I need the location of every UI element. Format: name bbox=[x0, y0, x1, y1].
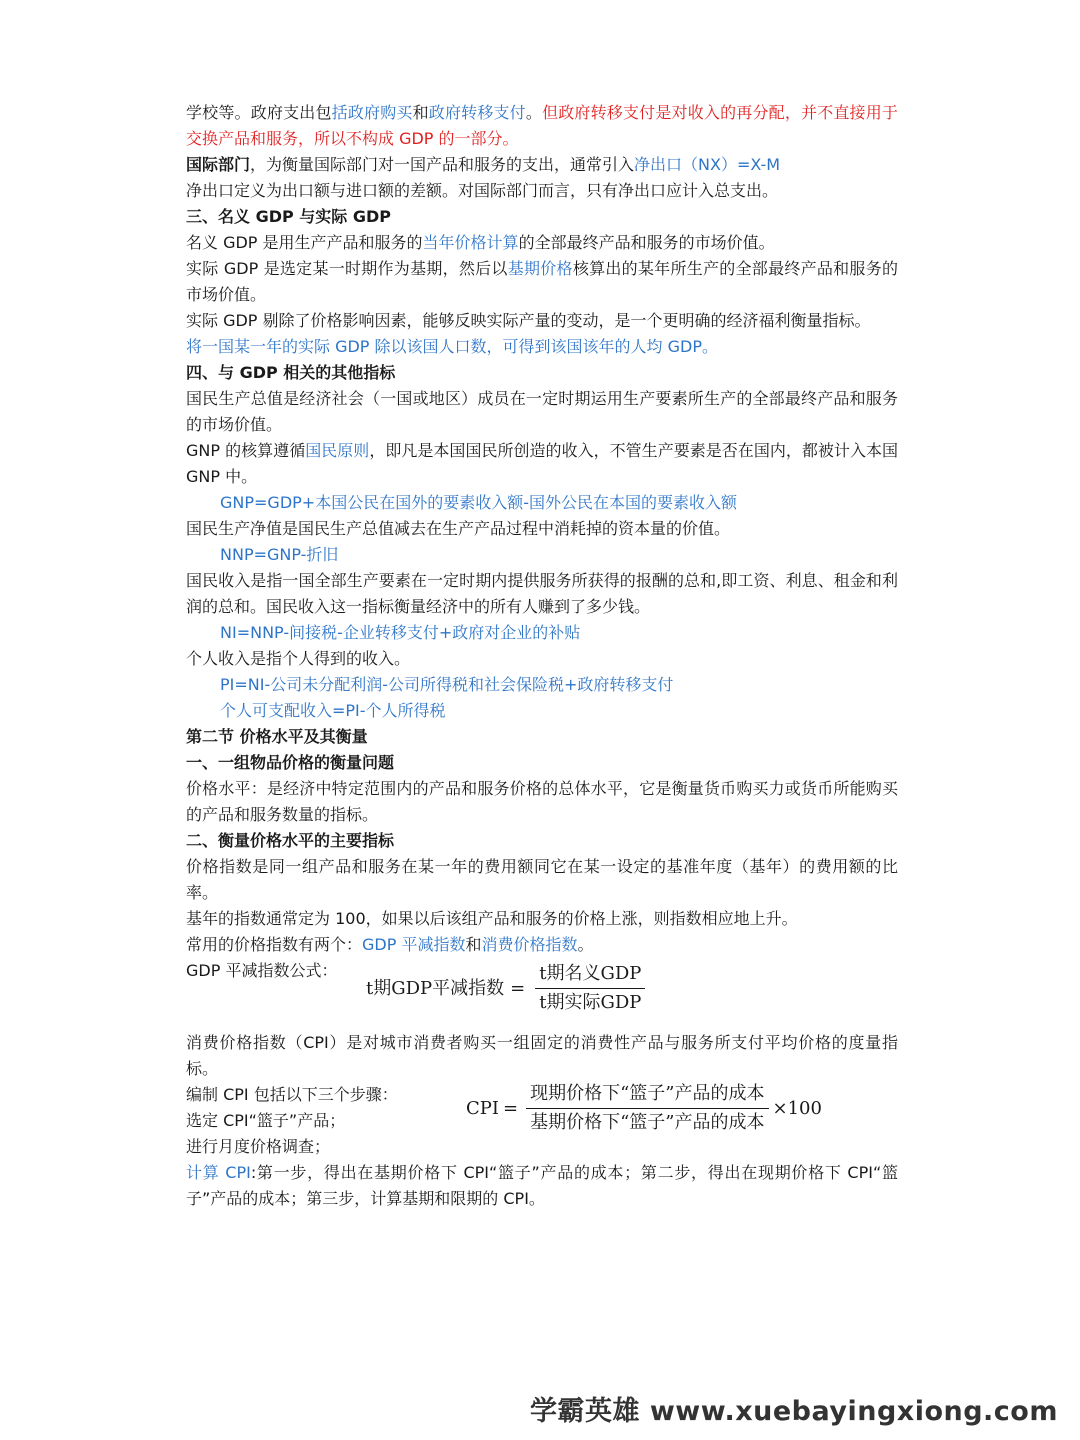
cpi-lhs: CPI bbox=[466, 1097, 499, 1119]
paragraph-gnp-definition: 国民生产总值是经济社会（一国或地区）成员在一定时期运用生产要素所生产的全部最终产品和服务的市场价值。 bbox=[186, 389, 898, 434]
heading-price-measure-problem: 一、一组物品价格的衡量问题 bbox=[186, 753, 395, 772]
cpi-multiplier: ×100 bbox=[772, 1097, 822, 1119]
deflator-lhs: t期GDP平减指数 bbox=[366, 977, 505, 999]
paragraph-net-exports-definition: 净出口定义为出口额与进口额的差额。对国际部门而言，只有净出口应计入总支出。 bbox=[186, 181, 779, 200]
term-national-principle: 国民原则 bbox=[305, 441, 370, 460]
cpi-step-price-survey: 进行月度价格调查； bbox=[186, 1137, 331, 1156]
deflator-numerator: t期名义GDP bbox=[535, 962, 645, 989]
paragraph-real-gdp: 实际 GDP 是选定某一时期作为基期，然后以基期价格核算出的某年所生产的全部最终产品和服务的市场价值。 bbox=[186, 259, 898, 304]
heading-other-indicators: 四、与 GDP 相关的其他指标 bbox=[186, 363, 396, 382]
paragraph-gnp-principle: GNP 的核算遵循国民原则，即凡是本国国民所创造的收入，不管生产要素是否在国内，都被计入本国 GNP 中。 bbox=[186, 441, 898, 486]
cpi-formula bbox=[466, 1082, 822, 1135]
site-watermark: 学霸英雄 www.xuebayingxiong.com bbox=[529, 1396, 1058, 1427]
heading-nominal-real-gdp: 三、名义 GDP 与实际 GDP bbox=[186, 207, 391, 226]
paragraph-cpi-definition: 消费价格指数（CPI）是对城市消费者购买一组固定的消费性产品与服务所支付平均价格的度量指标。 bbox=[186, 1033, 898, 1078]
paragraph-real-gdp-welfare: 实际 GDP 剔除了价格影响因素，能够反映实际产量的变动，是一个更明确的经济福利衡量指标。 bbox=[186, 311, 871, 330]
heading-section-two: 第二节 价格水平及其衡量 bbox=[186, 727, 368, 746]
paragraph-per-capita-gdp: 将一国某一年的实际 GDP 除以该国人口数，可得到该国该年的人均 GDP。 bbox=[186, 337, 718, 356]
cpi-denominator: 基期价格下“篮子”产品的成本 bbox=[530, 1112, 765, 1133]
paragraph-personal-income: 个人收入是指个人得到的收入。 bbox=[186, 649, 411, 668]
cpi-numerator: 现期价格下“篮子”产品的成本 bbox=[526, 1082, 768, 1109]
term-base-prices: 基期价格 bbox=[507, 259, 573, 278]
formula-pi: PI=NI-公司未分配利润-公司所得税和社会保险税+政府转移支付 bbox=[220, 675, 674, 694]
paragraph-national-income: 国民收入是指一国全部生产要素在一定时期内提供服务所获得的报酬的总和,即工资、利息、租金和利润的总和。国民收入这一指标衡量经济中的所有人赚到了多少钱。 bbox=[186, 571, 898, 616]
cpi-steps-block bbox=[186, 1082, 898, 1186]
paragraph-price-index: 价格指数是同一组产品和服务在某一年的费用额同它在某一设定的基准年度（基年）的费用额的比率。 bbox=[186, 857, 898, 902]
deflator-denominator: t期实际GDP bbox=[539, 992, 642, 1013]
deflator-fraction bbox=[535, 962, 645, 1015]
cpi-steps-intro: 编制 CPI 包括以下三个步骤： bbox=[186, 1085, 398, 1104]
paragraph-nnp-definition: 国民生产净值是国民生产总值减去在生产产品过程中消耗掉的资本量的价值。 bbox=[186, 519, 731, 538]
formula-disposable-income: 个人可支配收入=PI-个人所得税 bbox=[220, 701, 446, 720]
cpi-equals: = bbox=[503, 1097, 519, 1119]
highlight-transfer-note: 但政府转移支付是对收入的再分配，并不直接用于交换产品和服务，所以不构成 GDP 的一部分。 bbox=[186, 103, 898, 148]
paragraph-nominal-gdp: 名义 GDP 是用生产产品和服务的当年价格计算的全部最终产品和服务的市场价值。 bbox=[186, 233, 775, 252]
formula-gnp: GNP=GDP+本国公民在国外的要素收入额-国外公民在本国的要素收入额 bbox=[220, 493, 737, 512]
gdp-deflator-formula-row bbox=[186, 958, 898, 1022]
cpi-steps-list bbox=[186, 1082, 398, 1160]
term-transfer-payment: 政府转移支付 bbox=[428, 103, 526, 122]
formula-ni: NI=NNP-间接税-企业转移支付+政府对企业的补贴 bbox=[220, 623, 581, 642]
gdp-deflator-formula bbox=[366, 962, 649, 1015]
term-net-exports: 净出口（NX）=X-M bbox=[634, 155, 781, 174]
document-body bbox=[186, 100, 898, 1212]
paragraph-cpi-calculation: 计算 CPI:第一步，得出在基期价格下 CPI“篮子”产品的成本；第二步，得出在现期价格下 CPI“篮子”产品的成本；第三步，计算基期和限期的 CPI。 bbox=[186, 1163, 898, 1208]
term-calc-cpi: 计算 CPI bbox=[186, 1163, 251, 1182]
paragraph-government-spending: 学校等。政府支出包括政府购买和政府转移支付。但政府转移支付是对收入的再分配，并不直接用于交换产品和服务，所以不构成 GDP 的一部分。 bbox=[186, 103, 898, 148]
gdp-deflator-label: GDP 平减指数公式： bbox=[186, 961, 338, 980]
term-cpi: 消费价格指数 bbox=[481, 935, 578, 954]
term-gdp-deflator: GDP 平减指数 bbox=[362, 935, 466, 954]
cpi-step-select-basket: 选定 CPI“篮子”产品； bbox=[186, 1111, 346, 1130]
cpi-fraction bbox=[526, 1082, 768, 1135]
term-government-purchase: 括政府购买 bbox=[331, 103, 413, 122]
heading-main-price-indicators: 二、衡量价格水平的主要指标 bbox=[186, 831, 395, 850]
paragraph-common-indices: 常用的价格指数有两个：GDP 平减指数和消费价格指数。 bbox=[186, 935, 594, 954]
deflator-equals: = bbox=[510, 977, 526, 999]
term-current-prices: 当年价格计算 bbox=[422, 233, 519, 252]
paragraph-international-sector: 国际部门，为衡量国际部门对一国产品和服务的支出，通常引入净出口（NX）=X-M bbox=[186, 155, 781, 174]
paragraph-base-year-index: 基年的指数通常定为 100，如果以后该组产品和服务的价格上涨，则指数相应地上升。 bbox=[186, 909, 798, 928]
formula-nnp: NNP=GNP-折旧 bbox=[220, 545, 339, 564]
paragraph-price-level: 价格水平：是经济中特定范围内的产品和服务价格的总体水平，它是衡量货币购买力或货币所能购买的产品和服务数量的指标。 bbox=[186, 779, 898, 824]
